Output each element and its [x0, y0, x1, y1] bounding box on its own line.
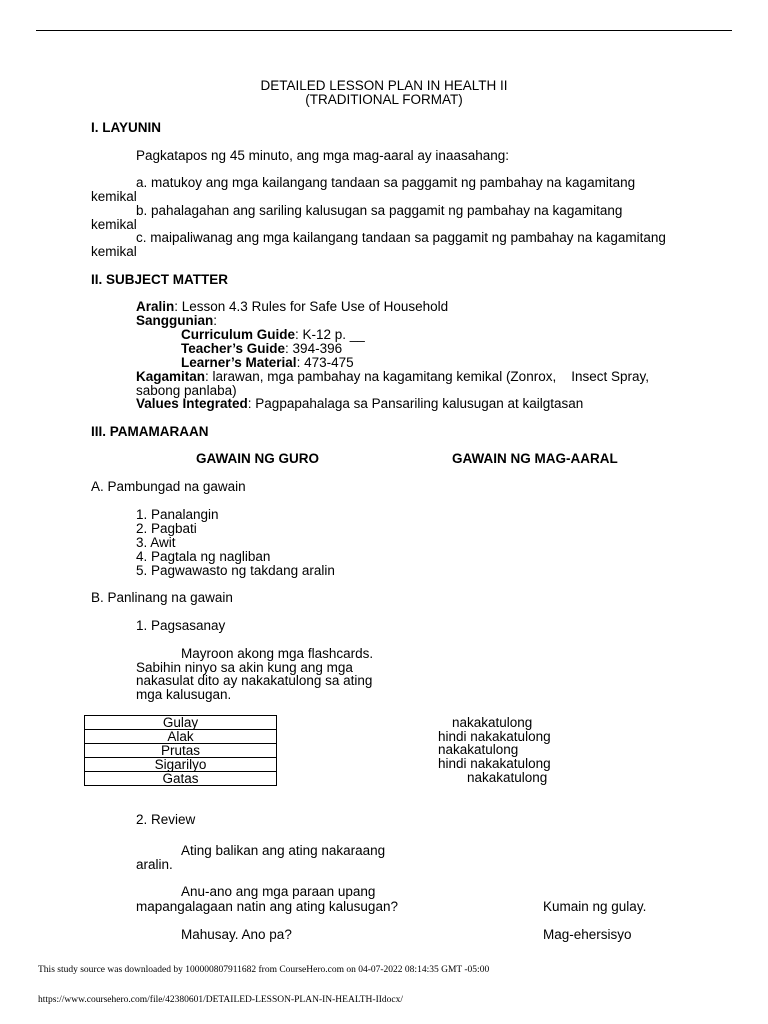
table-row: [85, 716, 277, 730]
student-answer: Kumain ng gulay.: [543, 899, 647, 914]
section-b-heading: B. Panlinang na gawain: [91, 590, 233, 605]
document-subtitle: (TRADITIONAL FORMAT): [305, 92, 463, 107]
document-title: DETAILED LESSON PLAN IN HEALTH II: [260, 78, 508, 93]
layunin-intro: Pagkatapos ng 45 minuto, ang mga mag-aaral ay inaasahang:: [136, 148, 509, 163]
review-text-line: mapangalagaan natin ang ating kalusugan?: [136, 899, 398, 914]
list-item: 3. Awit: [136, 535, 176, 550]
objective-b-line2: kemikal: [91, 217, 137, 232]
table-row: [85, 758, 277, 772]
learners-material-line: [181, 356, 354, 370]
review-text-line: Ating balikan ang ating nakaraang: [181, 843, 386, 858]
student-answer: Mag-ehersisyo: [543, 927, 632, 942]
aralin-value: : Lesson 4.3 Rules for Safe Use of Household: [174, 299, 449, 314]
curriculum-guide-line: [181, 328, 365, 342]
aralin-label: Aralin: [136, 299, 175, 314]
objective-a-line2: kemikal: [91, 189, 137, 204]
student-answer: nakakatulong: [452, 715, 533, 730]
objective-c-line2: kemikal: [91, 244, 137, 259]
review-text-line: Mahusay. Ano pa?: [181, 927, 292, 942]
list-item: 1. Panalangin: [136, 507, 219, 522]
student-answer: hindi nakakatulong: [438, 756, 551, 771]
term-cell: Prutas: [85, 744, 277, 758]
flash-text-line: mga kalusugan.: [136, 687, 232, 702]
col-magaaral-heading: GAWAIN NG MAG-AARAL: [452, 451, 618, 466]
col-guro-heading: GAWAIN NG GURO: [196, 451, 320, 466]
review-text-line: aralin.: [136, 857, 173, 872]
list-item: 2. Pagbati: [136, 521, 197, 536]
cg-value: : K-12 p. __: [295, 327, 365, 342]
objective-a-line1: a. matukoy ang mga kailangang tandaan sa paggamit ng pambahay na kagamitang: [136, 175, 636, 190]
table-row: [85, 772, 277, 786]
sanggunian-label: Sanggunian: [136, 313, 214, 328]
list-item: 4. Pagtala ng nagliban: [136, 549, 271, 564]
section-a-heading: A. Pambungad na gawain: [91, 479, 246, 494]
sanggunian-line: [136, 314, 217, 328]
term-cell: Alak: [85, 730, 277, 744]
term-cell: Gulay: [85, 716, 277, 730]
flashcard-terms-table: [84, 715, 277, 786]
term-cell: Sigarilyo: [85, 758, 277, 772]
student-answer: hindi nakakatulong: [438, 729, 551, 744]
pamamaraan-heading: III. PAMAMARAAN: [91, 424, 209, 439]
review-text-line: Anu-ano ang mga paraan upang: [181, 884, 376, 899]
kagamitan-line: [136, 370, 649, 384]
aralin-line: [136, 300, 448, 314]
pagsasanay-heading: 1. Pagsasanay: [136, 618, 226, 633]
objective-c-line1: c. maipaliwanag ang mga kailangang tandaan sa paggamit ng pambahay na kagamitang: [136, 230, 666, 245]
values-label: Values Integrated: [136, 396, 248, 411]
objective-b-line1: b. pahalagahan ang sariling kalusugan sa paggamit ng pambahay na kagamitang: [136, 203, 623, 218]
flash-text-line: nakasulat dito ay nakakatulong sa ating: [136, 673, 373, 688]
teachers-guide-line: [181, 342, 342, 356]
flash-text-line: Sabihin ninyo sa akin kung ang mga: [136, 660, 353, 675]
flash-text-line: Mayroon akong mga flashcards.: [181, 646, 374, 661]
kagamitan-label: Kagamitan: [136, 369, 206, 384]
cg-label: Curriculum Guide: [181, 327, 296, 342]
student-answer: nakakatulong: [438, 742, 519, 757]
table-row: [85, 744, 277, 758]
source-url[interactable]: https://www.coursehero.com/file/42380601/DETAILED-LESSON-PLAN-IN-HEALTH-IIdocx/: [38, 995, 404, 1005]
kagamitan-value: : larawan, mga pambahay na kagamitang kemikal (Zonrox, Insect Spray,: [205, 369, 649, 384]
subject-heading: II. SUBJECT MATTER: [91, 272, 229, 287]
values-line: [136, 397, 583, 411]
list-item: 5. Pagwawasto ng takdang aralin: [136, 563, 335, 578]
tg-value: : 394-396: [285, 341, 343, 356]
kagamitan-line2: sabong panlaba): [136, 383, 237, 398]
review-heading: 2. Review: [136, 812, 196, 827]
term-cell: Gatas: [85, 772, 277, 786]
download-note: This study source was downloaded by 100000807911682 from CourseHero.com on 04-07-2022 08:14:35 GMT -05:00: [38, 965, 490, 975]
lm-value: : 473-475: [296, 355, 354, 370]
tg-label: Teacher’s Guide: [181, 341, 286, 356]
values-value: : Pagpapahalaga sa Pansariling kalusugan at kailgtasan: [247, 396, 584, 411]
lm-label: Learner’s Material: [181, 355, 297, 370]
sanggunian-colon: :: [213, 313, 218, 328]
layunin-heading: I. LAYUNIN: [91, 120, 162, 135]
top-rule: [36, 30, 732, 31]
table-row: [85, 730, 277, 744]
student-answer: nakakatulong: [467, 770, 548, 785]
